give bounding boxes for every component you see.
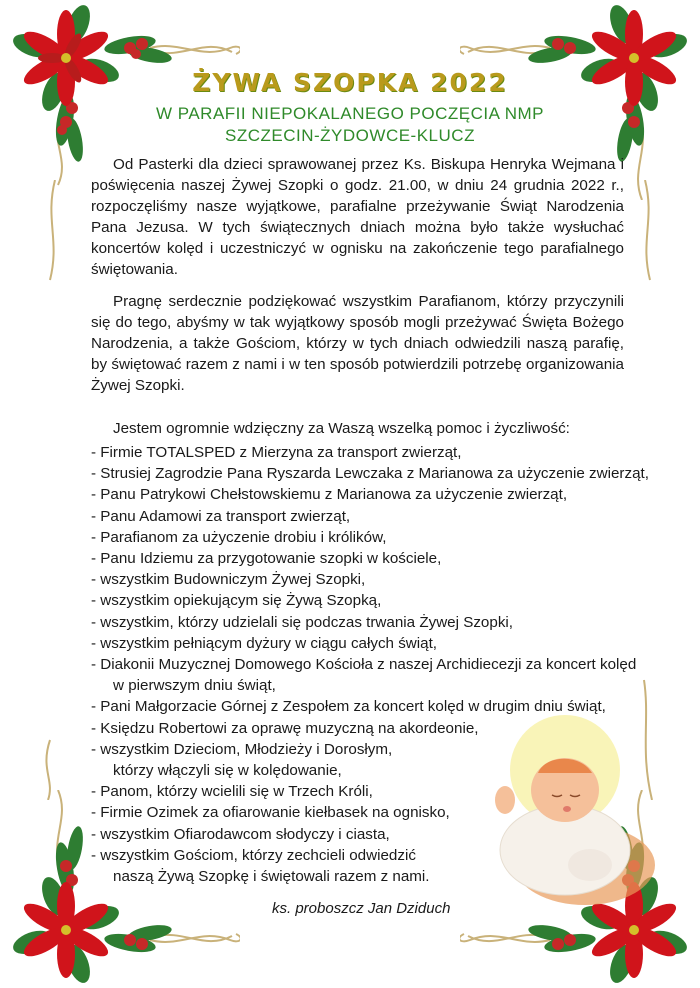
list-item-continuation: w pierwszym dniu świąt, [113, 677, 276, 695]
list-item: - Panu Adamowi za transport zwierząt, [91, 507, 351, 525]
poinsettia-icon [578, 2, 690, 114]
list-item: - Diakonii Muzycznej Domowego Kościoła z naszej Archidiecezji za koncert kolęd [91, 656, 637, 674]
list-item-continuation: naszą Żywą Szopkę i świętowali razem z nami. [113, 868, 430, 886]
list-item: - wszystkim opiekującym się Żywą Szopką, [91, 592, 382, 610]
list-item: - wszystkim pełniącym dyżury w ciągu całych świąt, [91, 634, 438, 652]
list-item: - Panu Idziemu za przygotowanie szopki w kościele, [91, 550, 442, 568]
list-item: - Panu Patrykowi Chełstowskiemu z Marianowa za użyczenie zwierząt, [91, 486, 568, 504]
thanks-list [91, 442, 649, 887]
gold-border-right [640, 180, 700, 800]
list-item: - Strusiej Zagrodzie Pana Ryszarda Lewczaka z Marianowa za użyczenie zwierząt, [91, 465, 649, 483]
parish-name: W PARAFII NIEPOKALANEGO POCZĘCIA NMP [156, 104, 544, 123]
list-item: - Pani Małgorzacie Górnej z Zespołem za koncert kolęd w drugim dniu świąt, [91, 698, 606, 716]
thanks-intro: Jestem ogromnie wdzięczny za Waszą wszelką pomoc i życzliwość: [113, 420, 570, 437]
list-item: - wszystkim Ofiarodawcom słodyczy i ciasta, [91, 825, 390, 843]
list-item: - wszystkim Dzieciom, Młodzieży i Dorosłym, [91, 740, 393, 758]
list-item: - wszystkim, którzy udzielali się podczas trwania Żywej Szopki, [91, 613, 514, 631]
list-item: - Firmie TOTALSPED z Mierzyna za transport zwierząt, [91, 444, 462, 461]
thanks-paragraph: Pragnę serdecznie podziękować wszystkim Parafianom, którzy przyczynili się do tego, abyśmy w tak wyjątkowy sposób mogli przeżywać Święta Bożego Narodzenia, a także Gościom, którzy w tych dniach odwiedzili naszą parafię, by świętować razem z nami i w ten sposób potwierdzili potrzebę organizowania Żywej Szopki. [91, 293, 624, 394]
list-item: - wszystkim Budowniczym Żywej Szopki, [91, 571, 366, 589]
list-item: - Parafianom za użyczenie drobiu i królików, [91, 528, 387, 546]
poinsettia-icon [10, 874, 122, 986]
list-item: - Panom, którzy wcielili się w Trzech Króli, [91, 783, 373, 801]
parish-location: SZCZECIN-ŻYDOWCE-KLUCZ [225, 126, 475, 145]
page-title: ŻYWA SZOPKA 2022 [192, 68, 508, 97]
list-item: - wszystkim Gościom, którzy zechcieli odwiedzić [91, 846, 416, 864]
intro-paragraph: Od Pasterki dla dzieci sprawowanej przez Ks. Biskupa Henryka Wejmana i poświęcenia naszej Żywej Szopki o godz. 21.00, w dniu 24 grudnia 2022 r., rozpoczęliśmy nasze wyjątkowe, parafialne przeżywanie Świąt Narodzenia Pana Jezusa. W tych świątecznych dniach można było także wysłuchać koncertów kolęd i uczestniczyć w ognisku na zakończenie tego parafialnego świętowania. [91, 156, 624, 278]
list-item-continuation: którzy włączyli się w kolędowanie, [113, 762, 342, 780]
poinsettia-icon [10, 2, 122, 114]
list-item: - Księdzu Robertowi za oprawę muzyczną na akordeonie, [91, 719, 479, 737]
signature: ks. proboszcz Jan Dziduch [272, 900, 451, 917]
list-item: - Firmie Ozimek za ofiarowanie kiełbasek na ognisko, [91, 804, 450, 822]
gold-border-left [0, 180, 60, 800]
